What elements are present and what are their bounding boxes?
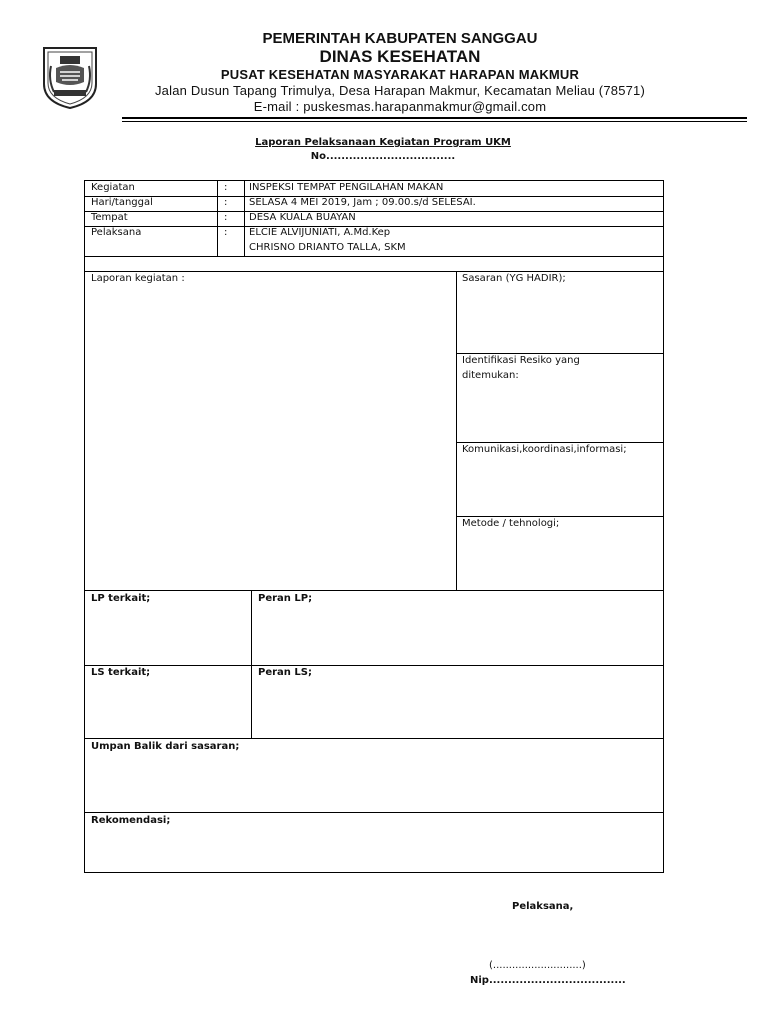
info-label: Hari/tanggal — [91, 197, 153, 208]
signature-role: Pelaksana, — [512, 901, 574, 912]
section-peran-ls: Peran LS; — [258, 667, 312, 678]
section-ls-terkait: LS terkait; — [91, 667, 151, 678]
header-divider-thin — [122, 121, 747, 122]
header-puskesmas: PUSAT KESEHATAN MASYARAKAT HARAPAN MAKMUR — [220, 67, 580, 82]
section-komunikasi: Komunikasi,koordinasi,informasi; — [462, 444, 627, 455]
spacer-row — [84, 256, 664, 272]
info-colon: : — [224, 197, 228, 208]
section-identifikasi-line1: Identifikasi Resiko yang — [462, 355, 580, 366]
lp-ls-box — [84, 590, 664, 739]
info-label: Tempat — [91, 212, 128, 223]
info-colon: : — [224, 182, 228, 193]
header-divider-thick — [122, 117, 747, 119]
info-label: Pelaksana — [91, 227, 142, 238]
info-table — [84, 180, 664, 257]
section-metode: Metode / tehnologi; — [462, 518, 560, 529]
info-label: Kegiatan — [91, 182, 135, 193]
info-colon: : — [224, 212, 228, 223]
header-email: E-mail : puskesmas.harapanmakmur@gmail.com — [253, 99, 547, 114]
report-number: No.................................. — [310, 151, 456, 162]
section-lp-terkait: LP terkait; — [91, 593, 151, 604]
feedback-box — [84, 738, 664, 813]
section-laporan-kegiatan: Laporan kegiatan : — [91, 273, 185, 284]
section-rekomendasi: Rekomendasi; — [91, 815, 171, 826]
recommendation-box — [84, 812, 664, 873]
header-government: PEMERINTAH KABUPATEN SANGGAU — [262, 30, 538, 47]
signature-name-placeholder: (............................) — [489, 960, 586, 971]
section-umpan-balik: Umpan Balik dari sasaran; — [91, 741, 240, 752]
info-colon: : — [224, 227, 228, 238]
header-department: DINAS KESEHATAN — [319, 47, 481, 66]
header-address: Jalan Dusun Tapang Trimulya, Desa Harapan Makmur, Kecamatan Meliau (78571) — [154, 83, 646, 98]
info-value-2: CHRISNO DRIANTO TALLA, SKM — [249, 242, 406, 253]
info-value: DESA KUALA BUAYAN — [249, 212, 356, 223]
section-identifikasi-line2: ditemukan: — [462, 370, 519, 381]
signature-nip: Nip.................................... — [470, 975, 626, 986]
regency-logo-icon — [40, 44, 100, 110]
section-peran-lp: Peran LP; — [258, 593, 313, 604]
section-sasaran: Sasaran (YG HADIR); — [462, 273, 566, 284]
info-value: ELCIE ALVIJUNIATI, A.Md.Kep — [249, 227, 391, 238]
info-value: INSPEKSI TEMPAT PENGILAHAN MAKAN — [249, 182, 444, 193]
info-value: SELASA 4 MEI 2019, Jam ; 09.00.s/d SELESAI. — [249, 197, 476, 208]
report-title: Laporan Pelaksanaan Kegiatan Program UKM — [255, 137, 511, 148]
report-main-box — [84, 271, 664, 591]
